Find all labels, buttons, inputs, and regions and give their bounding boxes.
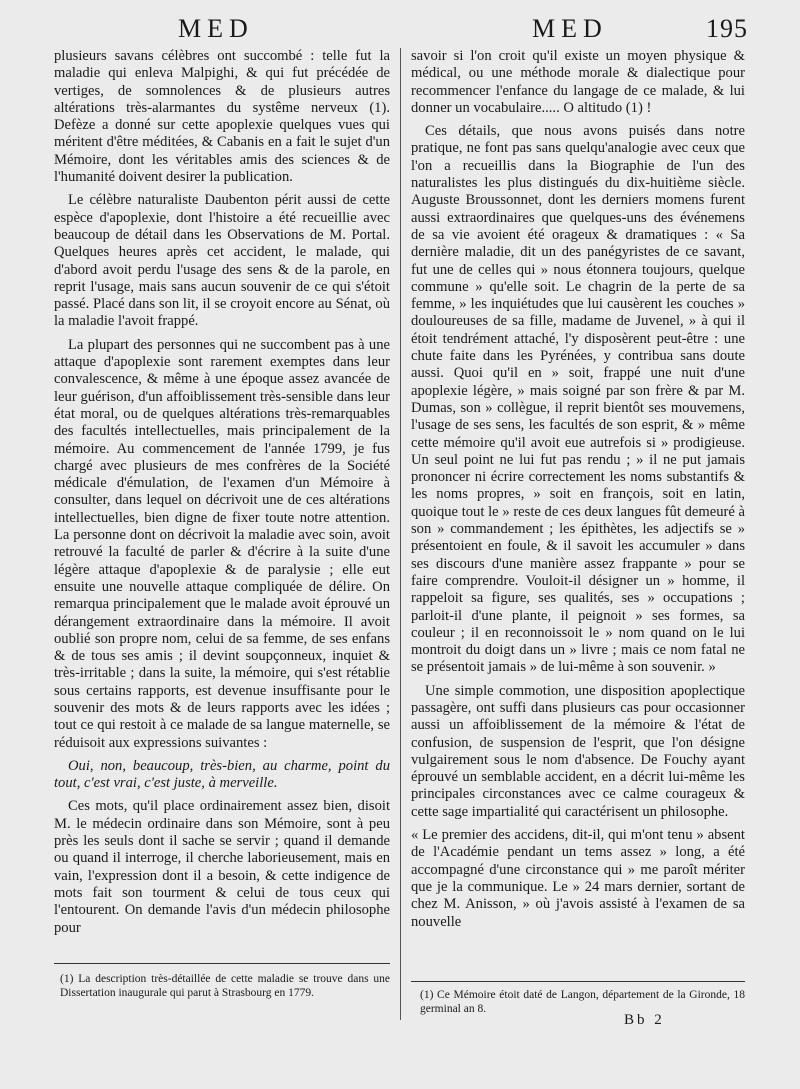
- quotation: « Le premier des accidens, dit-il, qui m'ont tenu » absent de l'Académie pendant un tems assez » long, a été accompagné d'une circonstance qui » me paroît mériter que je la communique. Le » 24 mars dernier, sortant de chez M. Anisson, » où j'avois assisté à l'examen de sa nouvelle: [411, 827, 745, 930]
- footnote-rule-right: [411, 981, 745, 982]
- running-head-right: MED: [532, 14, 608, 43]
- footnote-rule-left: [54, 963, 390, 964]
- footnote-left: (1) La description très-détaillée de cette maladie se trouve dans une Dissertation inaugurale qui parut à Strasbourg en 1779.: [60, 973, 390, 999]
- paragraph: savoir si l'on croit qu'il existe un moyen physique & médical, ou une méthode morale & dialectique pour recommencer l'enfance du langage de ce malade, & lui donner un vocabulaire..... O altitudo (1) !: [411, 48, 745, 116]
- paragraph: Une simple commotion, une disposition apoplectique passagère, ont suffi dans plusieurs cas pour occasionner aussi un affoiblissement de la mémoire & l'état de confusion, de suspension de l'esprit, que l'on désigne vulgairement sous le nom d'absence. De Fouchy ayant éprouvé un semblable accident, en a décrit lui-même les principales circonstances avec ce calme courageux & cette sage impartialité qui caractérisent un philosophe.: [411, 682, 745, 820]
- page-number: 195: [706, 14, 748, 43]
- running-head-left: MED: [178, 14, 254, 43]
- footnote-right: (1) Ce Mémoire étoit daté de Langon, département de la Gironde, 18 germinal an 8.: [420, 989, 745, 1015]
- paragraph: Le célèbre naturaliste Daubenton périt aussi de cette espèce d'apoplexie, dont l'histoire a été recueillie avec beaucoup de détail dans les Observations de M. Portal. Quelques heures après cet accident, le malade, qui d'abord avoit perdu l'usage des sens & de la parole, en reprit l'usage, mais sans aucun souvenir de ce qui s'étoit passé. Placé dans son lit, il se croyoit encore au Sénat, où la maladie l'avoit frappé.: [54, 192, 390, 330]
- paragraph: La plupart des personnes qui ne succombent pas à une attaque d'apoplexie sont rarement exemptes dans leur convalescence, & même à une époque assez avancée de leur guérison, d'un affoiblissement très-sensible dans leur état moral, ou de quelques altérations très-remarquables des facultés intellectuelles, mais principalement de la mémoire. Au commencement de l'année 1799, je fus chargé avec plusieurs de mes confrères de la Société médicale d'émulation, de l'examen d'un Mémoire à consulter, dans lequel on décrivoit une de ces altérations intellectuelles, bien digne de fixer toute notre attention. La personne dont on décrivoit la maladie avec soin, avoit retrouvé la faculté de parler & d'écrire à la suite d'une légère attaque d'apoplexie & de paralysie ; elle eut ensuite une nouvelle attaque compliquée de délire. On remarqua principalement que le malade avoit éprouvé un dérangement extraordinaire dans la mémoire. Il avoit oublié son propre nom, celui de sa femme, de ses enfans & de tous ses amis ; il devint soupçonneux, inquiet & très-irritable ; dans la suite, la mémoire, qui s'est rétablie sous certains rapports, est devenue insuffisante pour le souvenir des mots & de leurs rapports avec les idées ; tout ce qui restoit à ce malade de sa langue maternelle, se réduisoit aux expressions suivantes :: [54, 336, 390, 751]
- signature-mark: Bb 2: [624, 1012, 665, 1028]
- right-column: [411, 48, 745, 937]
- column-divider: [400, 48, 401, 1020]
- quoted-expressions: Oui, non, beaucoup, très-bien, au charme, point du tout, c'est vrai, c'est juste, à merveille.: [54, 757, 390, 792]
- left-column: [54, 48, 390, 943]
- paragraph: Ces mots, qu'il place ordinairement assez bien, disoit M. le médecin ordinaire dans son Mémoire, sont à peu près les seuls dont il sache se servir ; quand il demande ou quand il interroge, il cherche laborieusement, mais en vain, l'expression dont il a besoin, & cette indigence de mots fait son tourment & celui de tous ceux qui l'entourent. On demande l'avis d'un médecin philosophe pour: [54, 798, 390, 936]
- paragraph: plusieurs savans célèbres ont succombé : telle fut la maladie qui enleva Malpighi, & qui fut précédée de vertiges, de somnolences & de plusieurs autres altérations très-alarmantes du systême nerveux (1). Defèze a donné sur cette apoplexie quelques vues qui méritent d'être méditées, & Cabanis en a fait le sujet d'un Mémoire, dont les véritables amis des sciences & de l'humanité doivent desirer la publication.: [54, 48, 390, 186]
- paragraph: Ces détails, que nous avons puisés dans notre pratique, ne font pas sans quelqu'analogie avec ceux que l'on a recueillis dans la Biographie de l'un des naturalistes les plus distingués du dix-huitième siècle. Auguste Broussonnet, dont les derniers momens furent aussi extraordinaires que quelques-uns des événemens de sa vie avoient été orageux & dramatiques : « Sa dernière maladie, dit un des panégyristes de ce savant, fut une de celles qui » nous étonnera toujours, quelque commune » qu'elle soit. Le chagrin de la perte de sa femme, » les inquiétudes que lui causèrent les couches » douloureuses de sa fille, madame de Juvenel, » à qui il étoit tendrément attaché, l'y disposèrent peut-être : une chute faite dans les Pyrénées, y contribua sans doute aussi. Quoi qu'il en » soit, frappé une nuit d'une apoplexie légère, » mais soigné par son frère & par M. Dumas, son » collègue, il reprit bientôt ses mouvemens, l'usage de ses sens, les facultés de son esprit, & » même cette mémoire qu'il avoit eue autrefois si » prodigieuse. Un seul point ne lui fut pas rendu ; » il ne put jamais prononcer ni écrire correctement les noms substantifs & les noms propres, » soit en françois, soit en latin, quoique tout le » reste de ces deux langues fût demeuré à son » commandement ; les épithètes, les adjectifs se » présentoient en foule, & il savoit les accumuler » dans ses discours d'une manière assez frappante » pour se faire comprendre. Vouloit-il désigner un » homme, il rappeloit sa figure, ses qualités, ses » occupations ; parloit-il d'une plante, il peignoit » ses formes, sa couleur ; il en reconnoissoit le » nom quand on le lui montroit du doigt dans un » livre ; mais ce nom fatal ne se présentoit jamais » de lui-même à son souvenir. »: [411, 123, 745, 676]
